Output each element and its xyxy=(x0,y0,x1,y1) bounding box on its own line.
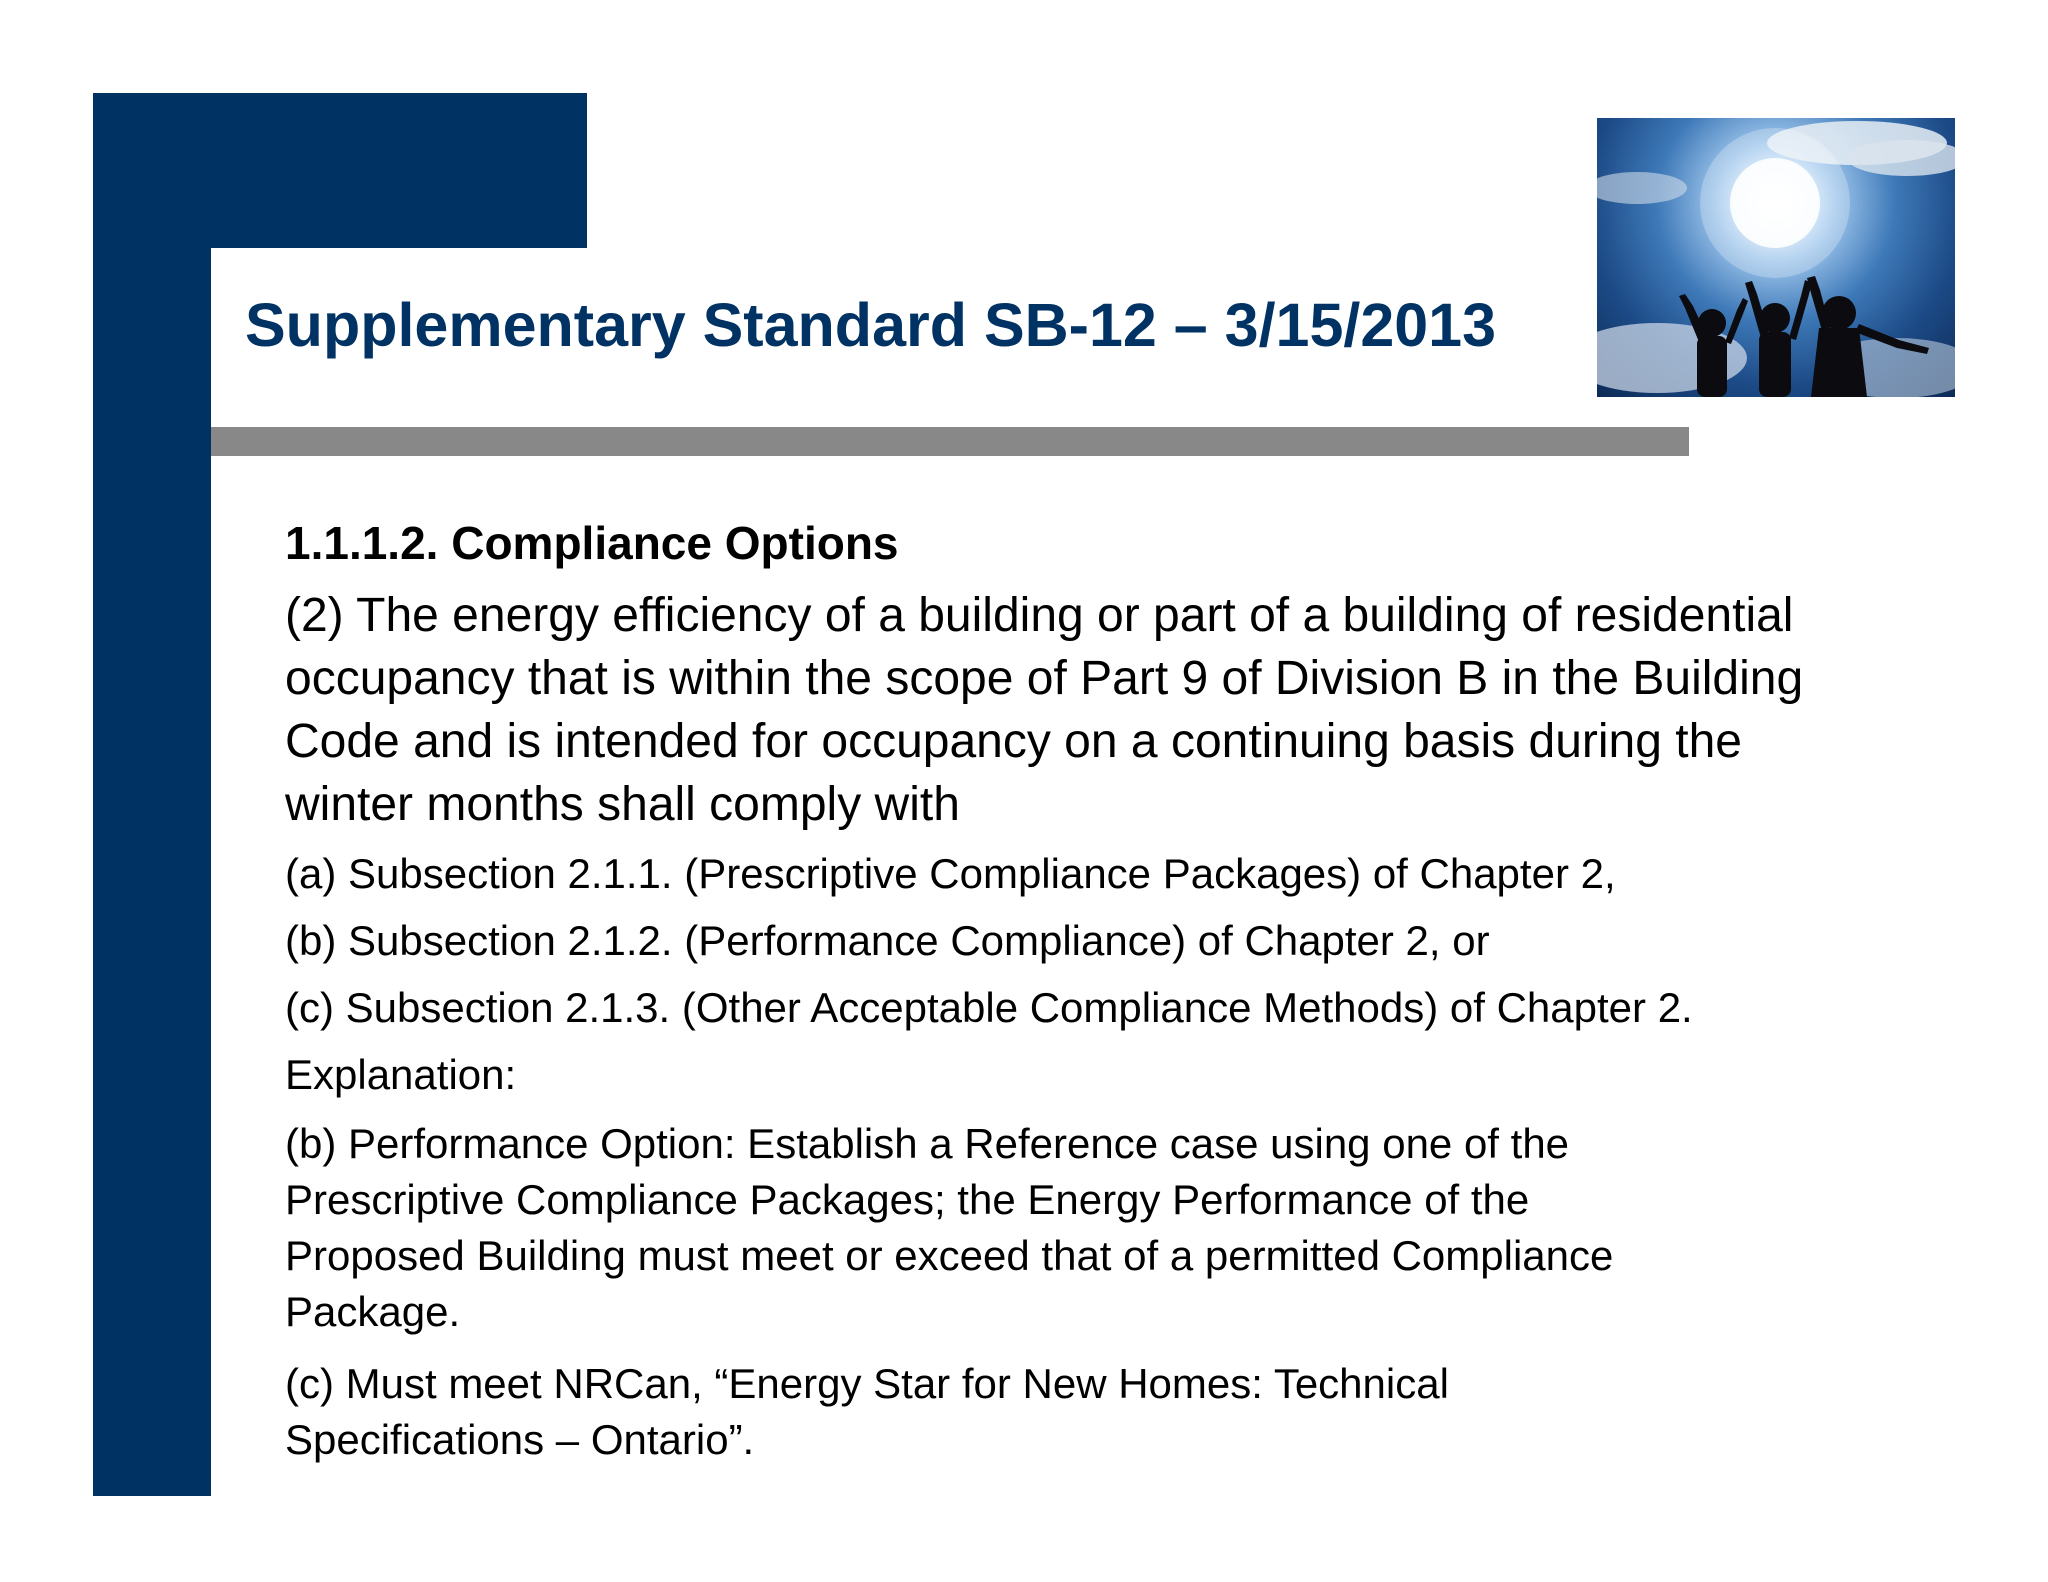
slide-body xyxy=(285,512,1885,1484)
explanation-item: (c) Must meet NRCan, “Energy Star for New Homes: Technical Specifications – Ontario”. xyxy=(285,1360,1449,1463)
title-divider xyxy=(211,427,1689,456)
slide-title: Supplementary Standard SB-12 – 3/15/2013 xyxy=(245,291,1497,359)
section-heading: 1.1.1.2. Compliance Options xyxy=(285,517,899,569)
celebrating-people-sky-photo xyxy=(1597,118,1955,397)
list-item: (b) Subsection 2.1.2. (Performance Compliance) of Chapter 2, or xyxy=(285,917,1490,964)
navy-frame-left-bar xyxy=(93,93,211,1496)
explanation-label: Explanation: xyxy=(285,1051,517,1098)
list-item: (a) Subsection 2.1.1. (Prescriptive Compliance Packages) of Chapter 2, xyxy=(285,850,1616,897)
list-item: (c) Subsection 2.1.3. (Other Acceptable Compliance Methods) of Chapter 2. xyxy=(285,984,1693,1031)
navy-frame-top-block xyxy=(93,93,587,248)
explanation-item: (b) Performance Option: Establish a Reference case using one of the Prescriptive Compliance Packages; the Energy Performance of the Proposed Building must meet or exceed that of a permitted Compliance Package. xyxy=(285,1120,1614,1335)
compliance-paragraph: (2) The energy efficiency of a building or part of a building of residential occupancy that is within the scope of Part 9 of Division B in the Building Code and is intended for occupancy on a continuing basis during the winter months shall comply with xyxy=(285,589,1804,831)
photo-illustration xyxy=(1597,118,1955,397)
